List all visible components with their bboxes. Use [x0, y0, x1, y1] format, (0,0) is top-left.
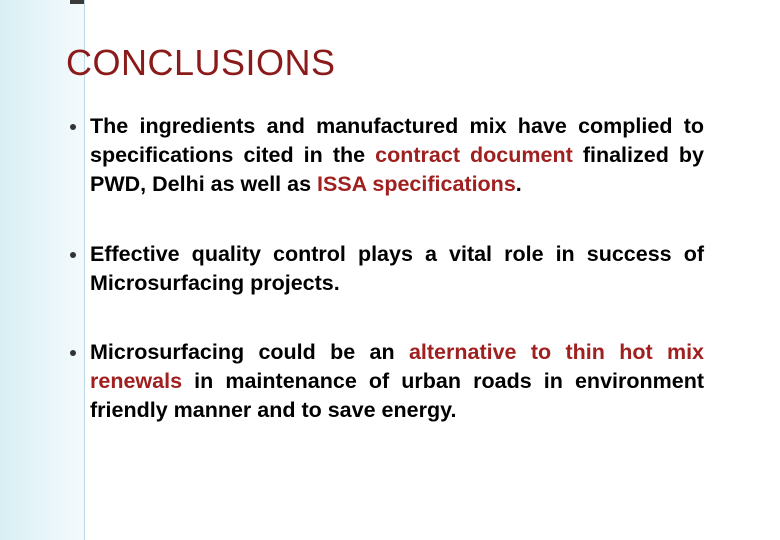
highlight-text: alternative to thin hot mix renewals: [90, 340, 704, 393]
bullet-icon: [70, 252, 76, 258]
text-run: .: [515, 172, 522, 196]
bullet-list: [70, 112, 704, 425]
bullet-item: [70, 338, 704, 425]
text-run: Microsurfacing could be an: [90, 340, 409, 364]
bullet-text: [90, 112, 704, 199]
text-run: finalized by PWD, Delhi as well as: [90, 143, 704, 196]
highlight-text: contract document: [375, 143, 573, 167]
bullet-item: [70, 112, 704, 199]
text-run: Effective quality control plays a vital role in success of Microsurfacing projects.: [90, 242, 704, 295]
highlight-text: ISSA specifications: [317, 172, 516, 196]
bullet-icon: [70, 350, 76, 356]
text-run: in maintenance of urban roads in environment friendly manner and to save energy.: [90, 369, 704, 422]
bullet-icon: [70, 124, 76, 130]
bullet-text: [90, 338, 704, 425]
bullet-item: [70, 240, 704, 298]
text-run: The ingredients and manufactured mix have complied to specifications cited in the: [90, 114, 704, 167]
bullet-text: [90, 240, 704, 298]
slide-title: CONCLUSIONS: [66, 42, 336, 83]
top-mark: [70, 0, 84, 4]
